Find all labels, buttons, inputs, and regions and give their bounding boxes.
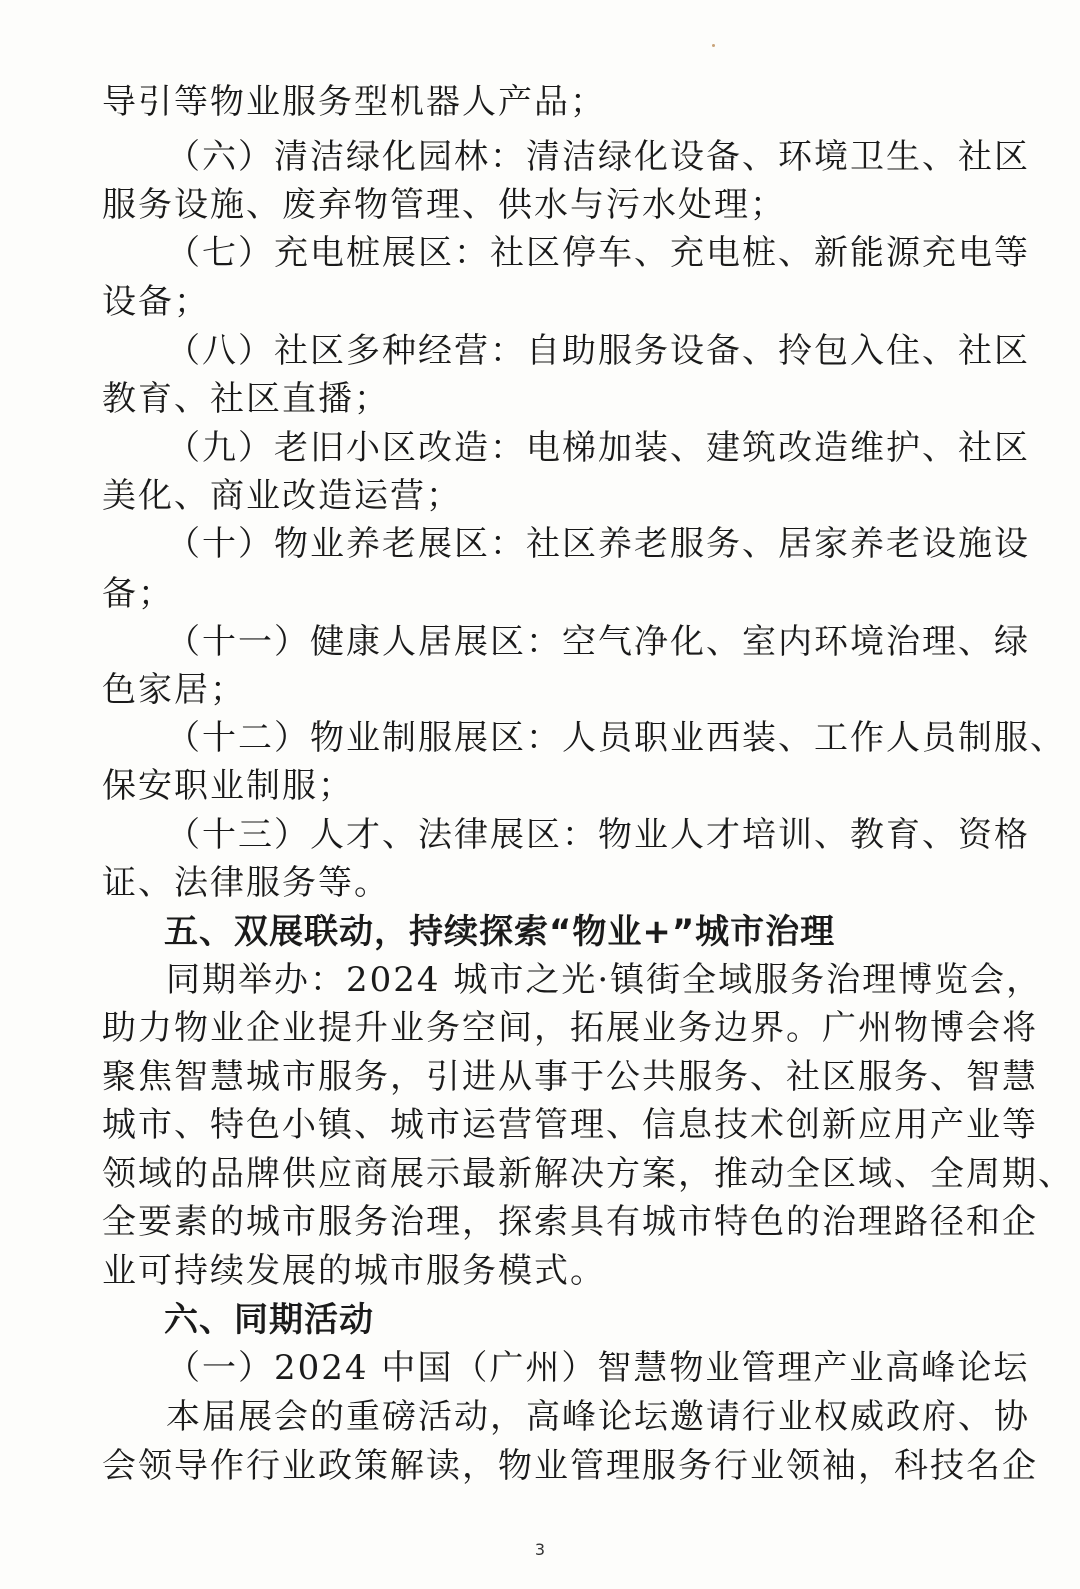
section-heading-5: 五、双展联动，持续探索“物业+”城市治理 [164,912,836,952]
paragraph-line: 同期举办：2024 城市之光·镇街全域服务治理博览会， [166,960,1043,1000]
body-line: 服务设施、废弃物管理、供水与污水处理； [102,185,786,225]
paragraph-line: 全要素的城市服务治理，探索具有城市特色的治理路径和企 [102,1202,1038,1242]
body-line: 色家居； [102,670,246,710]
body-line: 保安职业制服； [102,766,354,806]
list-item-line: （八）社区多种经营：自助服务设备、拎包入住、社区 [166,331,1030,371]
body-line: 证、法律服务等。 [102,863,390,903]
paragraph-line: 领域的品牌供应商展示最新解决方案，推动全区域、全周期、 [102,1154,1074,1194]
list-item-line: （七）充电桩展区：社区停车、充电桩、新能源充电等 [166,233,1030,273]
body-line: 导引等物业服务型机器人产品； [102,82,606,122]
body-line: 备； [102,574,174,614]
paper-speck [712,44,715,47]
paragraph-line: 聚焦智慧城市服务，引进从事于公共服务、社区服务、智慧 [102,1057,1038,1097]
paragraph-line: 城市、特色小镇、城市运营管理、信息技术创新应用产业等 [102,1105,1038,1145]
list-item-line: （十二）物业制服展区：人员职业西装、工作人员制服、 [166,718,1066,758]
section-heading-6: 六、同期活动 [164,1300,374,1340]
paragraph-line: 业可持续发展的城市服务模式。 [102,1251,606,1291]
body-line: 美化、商业改造运营； [102,476,462,516]
paragraph-line: 本届展会的重磅活动，高峰论坛邀请行业权威政府、协 [166,1397,1030,1437]
body-line: 教育、社区直播； [102,379,390,419]
body-line: 设备； [102,282,210,322]
list-item-line: （十三）人才、法律展区：物业人才培训、教育、资格 [166,815,1030,855]
paragraph-line: 会领导作行业政策解读，物业管理服务行业领袖，科技名企 [102,1446,1038,1486]
list-item-line: （十）物业养老展区：社区养老服务、居家养老设施设 [166,524,1030,564]
list-item-line: （十一）健康人居展区：空气净化、室内环境治理、绿 [166,622,1030,662]
list-item-line: （一）2024 中国（广州）智慧物业管理产业高峰论坛 [166,1348,1030,1388]
list-item-line: （六）清洁绿化园林：清洁绿化设备、环境卫生、社区 [166,137,1030,177]
page-number: 3 [534,1540,546,1559]
paragraph-line: 助力物业企业提升业务空间，拓展业务边界。广州物博会将 [102,1008,1038,1048]
list-item-line: （九）老旧小区改造：电梯加装、建筑改造维护、社区 [166,428,1030,468]
